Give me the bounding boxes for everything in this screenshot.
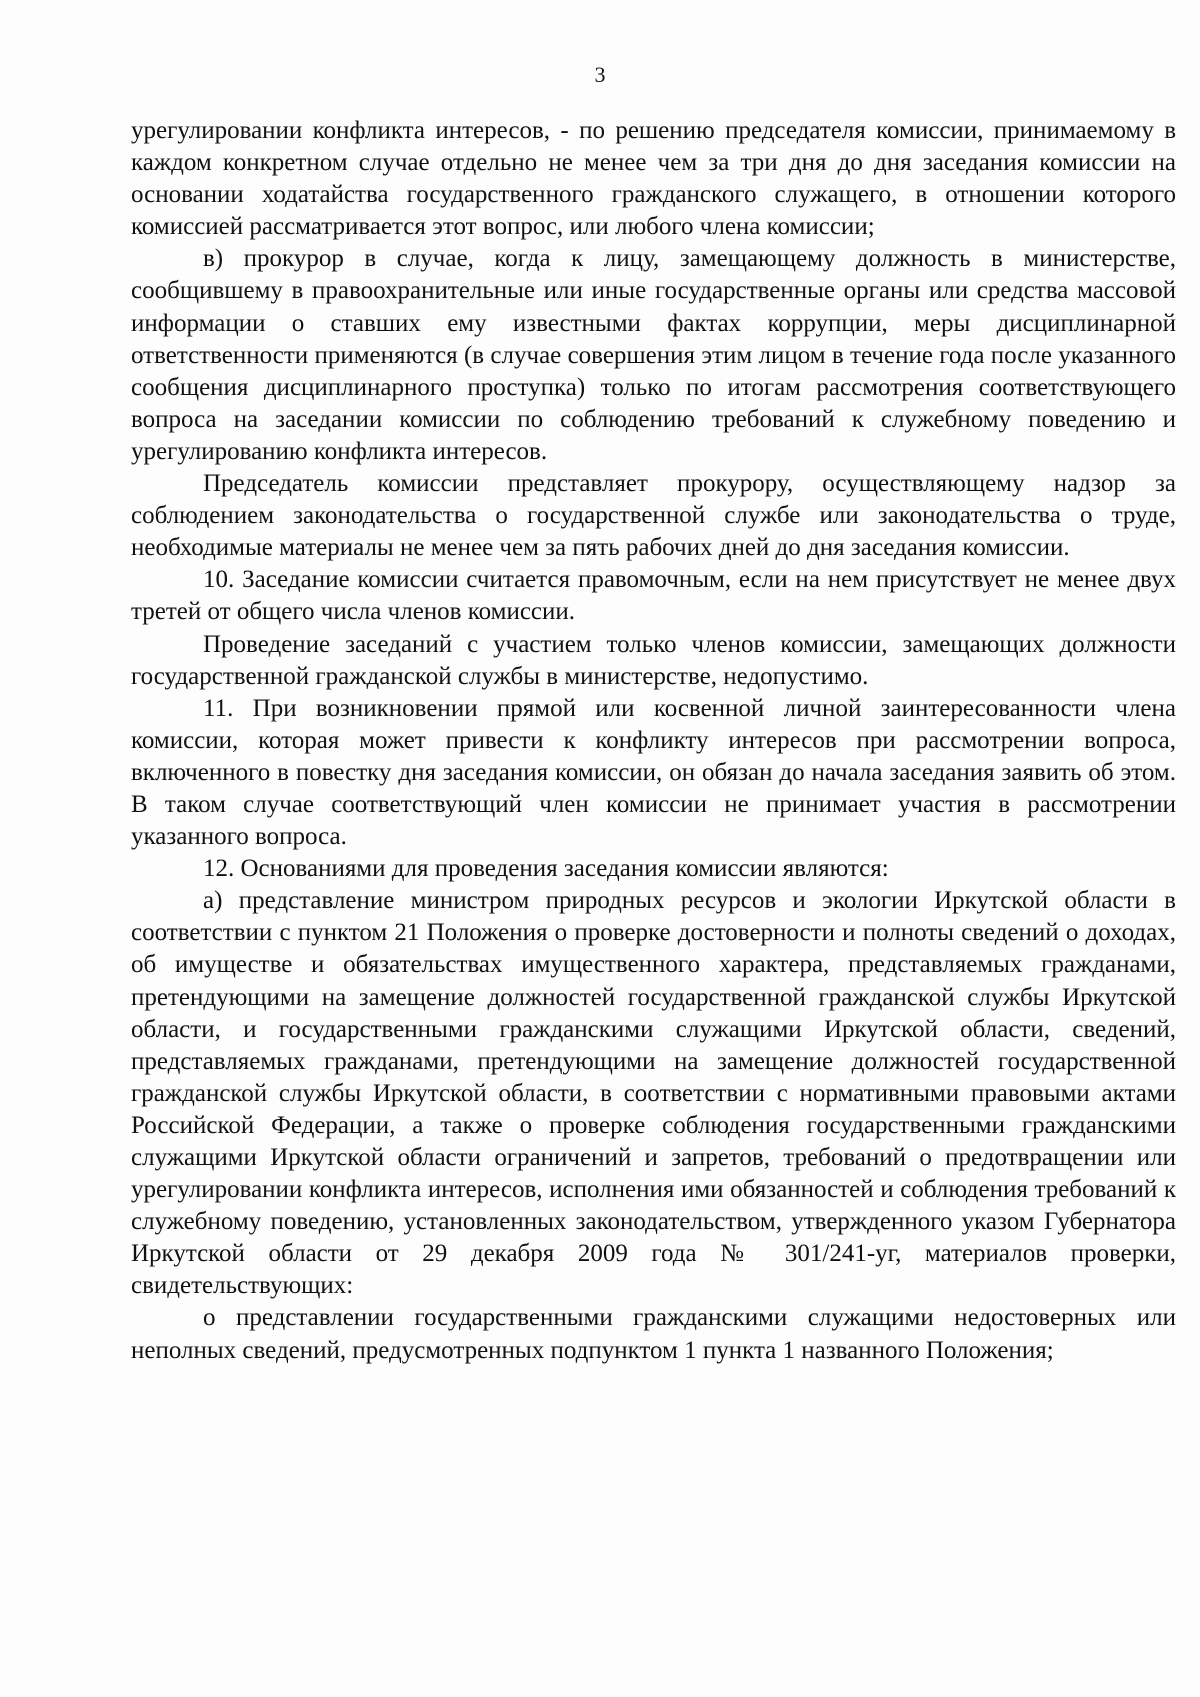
paragraph: 11. При возникновении прямой или косвенной личной заинтересованности члена комиссии, которая может привести к конфликту интересов при рассмотрении вопроса, включенного в повестку дня заседания комиссии, он обязан до начала заседания заявить об этом. В таком случае соответствующий член комиссии не принимает участия в рассмотрении указанного вопроса. bbox=[131, 694, 1176, 851]
document-body bbox=[131, 115, 1176, 1367]
paragraph: Проведение заседаний с участием только членов комиссии, замещающих должности государственной гражданской службы в министерстве, недопустимо. bbox=[131, 630, 1176, 690]
paragraph: о представлении государственными гражданскими служащими недостоверных или неполных сведений, предусмотренных подпунктом 1 пункта 1 названного Положения; bbox=[131, 1304, 1176, 1364]
page-number: 3 bbox=[594, 62, 606, 87]
paragraph: 10. Заседание комиссии считается правомочным, если на нем присутствует не менее двух третей от общего числа членов комиссии. bbox=[131, 566, 1176, 626]
paragraph: Председатель комиссии представляет прокурору, осуществляющему надзор за соблюдением законодательства о государственной службе или законодательства о труде, необходимые материалы не менее чем за пять рабочих дней до дня заседания комиссии. bbox=[131, 470, 1176, 562]
paragraph: 12. Основаниями для проведения заседания комиссии являются: bbox=[203, 855, 889, 883]
paragraph: урегулировании конфликта интересов, - по решению председателя комиссии, принимаемому в каждом конкретном случае отдельно не менее чем за три дня до дня заседания комиссии на основании ходатайства государственного гражданского служащего, в отношении которого комиссией рассматривается этот вопрос, или любого члена комиссии; bbox=[131, 117, 1176, 241]
paragraph: в) прокурор в случае, когда к лицу, замещающему должность в министерстве, сообщившему в правоохранительные или иные государственные органы или средства массовой информации о ставших ему известными фактах коррупции, меры дисциплинарной ответственности применяются (в случае совершения этим лицом в течение года после указанного сообщения дисциплинарного проступка) только по итогам рассмотрения соответствующего вопроса на заседании комиссии по соблюдению требований к служебному поведению и урегулированию конфликта интересов. bbox=[131, 245, 1176, 465]
paragraph: а) представление министром природных ресурсов и экологии Иркутской области в соответствии с пунктом 21 Положения о проверке достоверности и полноты сведений о доходах, об имуществе и обязательствах имущественного характера, представляемых гражданами, претендующими на замещение должностей государственной гражданской службы Иркутской области, и государственными гражданскими служащими Иркутской области, сведений, представляемых гражданами, претендующими на замещение должностей государственной гражданской службы Иркутской области, в соответствии с нормативными правовыми актами Российской Федерации, а также о проверке соблюдения государственными гражданскими служащими Иркутской области ограничений и запретов, требований о предотвращении или урегулировании конфликта интересов, исполнения ими обязанностей и соблюдения требований к служебному поведению, установленных законодательством, утвержденного указом Губернатора Иркутской области от 29 декабря 2009 года № 301/241-уг, материалов проверки, свидетельствующих: bbox=[131, 887, 1176, 1300]
